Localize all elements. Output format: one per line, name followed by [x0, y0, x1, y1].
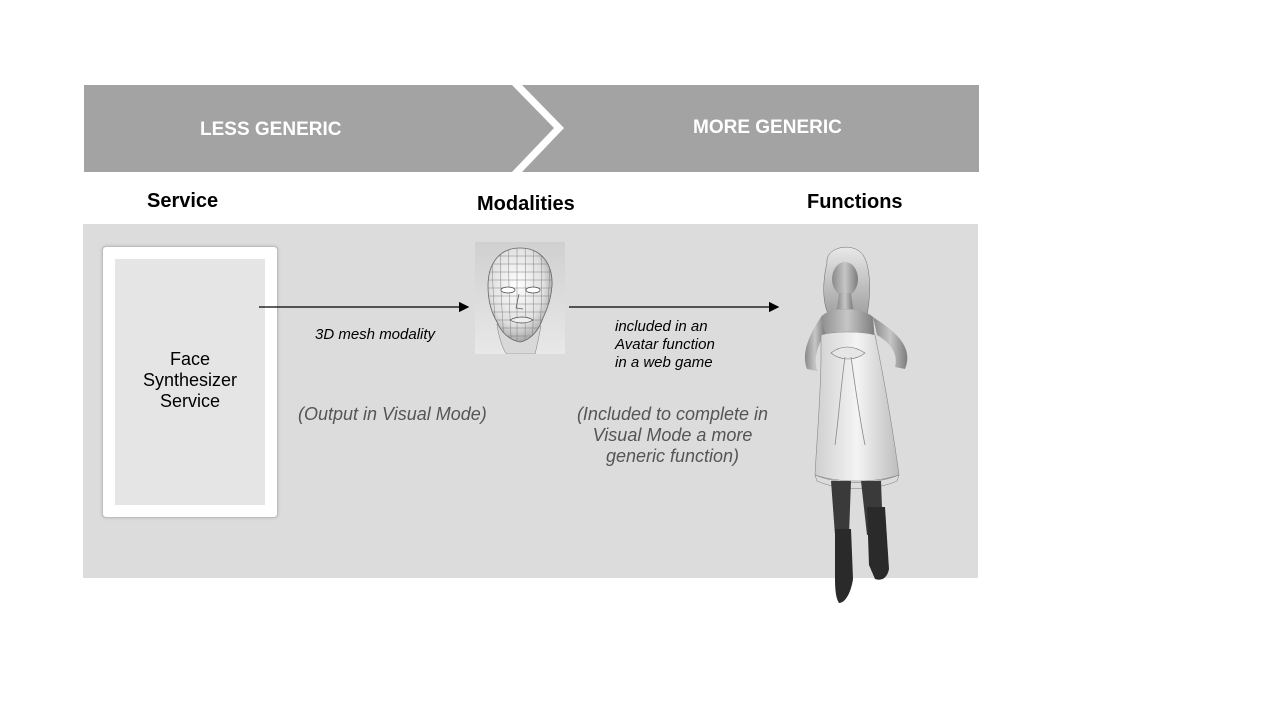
- service-card: [102, 246, 278, 518]
- less-generic-label: LESS GENERIC: [200, 119, 342, 140]
- avatar-function-label: included in an Avatar function in a web game: [615, 318, 715, 371]
- output-visual-mode-note: (Output in Visual Mode): [298, 404, 487, 424]
- mesh-modality-label: 3D mesh modality: [315, 326, 436, 343]
- functions-heading: Functions: [807, 191, 903, 213]
- more-generic-label: MORE GENERIC: [693, 117, 842, 138]
- modalities-heading: Modalities: [477, 193, 575, 215]
- service-name: Face Synthesizer Service: [142, 349, 238, 411]
- service-heading: Service: [147, 190, 219, 212]
- included-visual-mode-note: (Included to complete in Visual Mode a more generic function): [576, 404, 769, 466]
- head-mesh-image: [475, 242, 565, 354]
- avatar-figure-image: [795, 245, 920, 605]
- service-card-inner: [115, 259, 265, 505]
